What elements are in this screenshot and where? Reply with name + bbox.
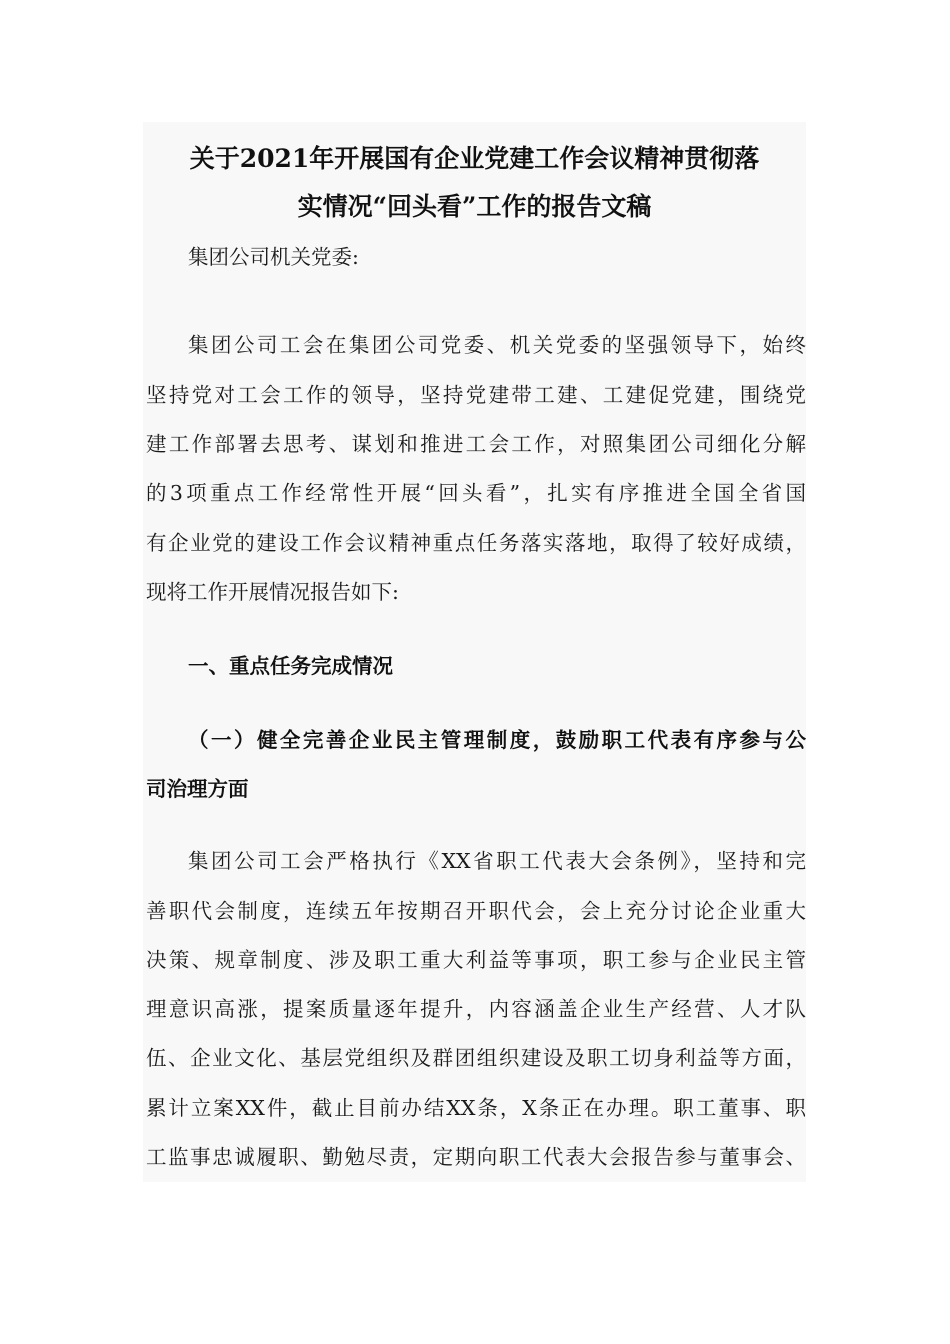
paragraph-2-line: 集团公司工会严格执行《XX省职工代表大会条例》，坚持和完 (188, 849, 806, 873)
paragraph-1-line: 现将工作开展情况报告如下: (146, 580, 399, 604)
title-line-1: 关于2021年开展国有企业党建工作会议精神贯彻落 (189, 144, 760, 173)
document-title (143, 135, 806, 231)
paragraph-2-line: 善职代会制度，连续五年按期召开职代会，会上充分讨论企业重大 (146, 899, 806, 923)
paragraph-1-line: 坚持党对工会工作的领导，坚持党建带工建、工建促党建，围绕党 (146, 383, 806, 407)
paragraph-2-line: 理意识高涨，提案质量逐年提升，内容涵盖企业生产经营、人才队 (146, 997, 806, 1021)
document-page (143, 122, 806, 1182)
subsection-heading-1: 司治理方面 (146, 777, 249, 801)
paragraph-2-line: 累计立案XX件，截止目前办结XX条，X条正在办理。职工董事、职 (146, 1096, 806, 1120)
paragraph-1-line: 集团公司工会在集团公司党委、机关党委的坚强领导下，始终 (188, 333, 806, 357)
salutation: 集团公司机关党委: (188, 245, 359, 269)
title-line-2: 实情况“回头看”工作的报告文稿 (297, 192, 652, 221)
subsection-heading-1: （一）健全完善企业民主管理制度，鼓励职工代表有序参与公 (188, 728, 806, 752)
section-heading-1: 一、重点任务完成情况 (188, 654, 393, 678)
paragraph-2-line: 决策、规章制度、涉及职工重大利益等事项，职工参与企业民主管 (146, 948, 806, 972)
paragraph-1-line: 的3项重点工作经常性开展“回头看”，扎实有序推进全国全省国 (146, 481, 806, 505)
paragraph-1-line: 建工作部署去思考、谋划和推进工会工作，对照集团公司细化分解 (146, 432, 806, 456)
paragraph-1-line: 有企业党的建设工作会议精神重点任务落实落地，取得了较好成绩， (146, 531, 806, 555)
paragraph-2-line: 工监事忠诚履职、勤勉尽责，定期向职工代表大会报告参与董事会、 (146, 1145, 806, 1169)
paragraph-2-line: 伍、企业文化、基层党组织及群团组织建设及职工切身利益等方面， (146, 1046, 806, 1070)
